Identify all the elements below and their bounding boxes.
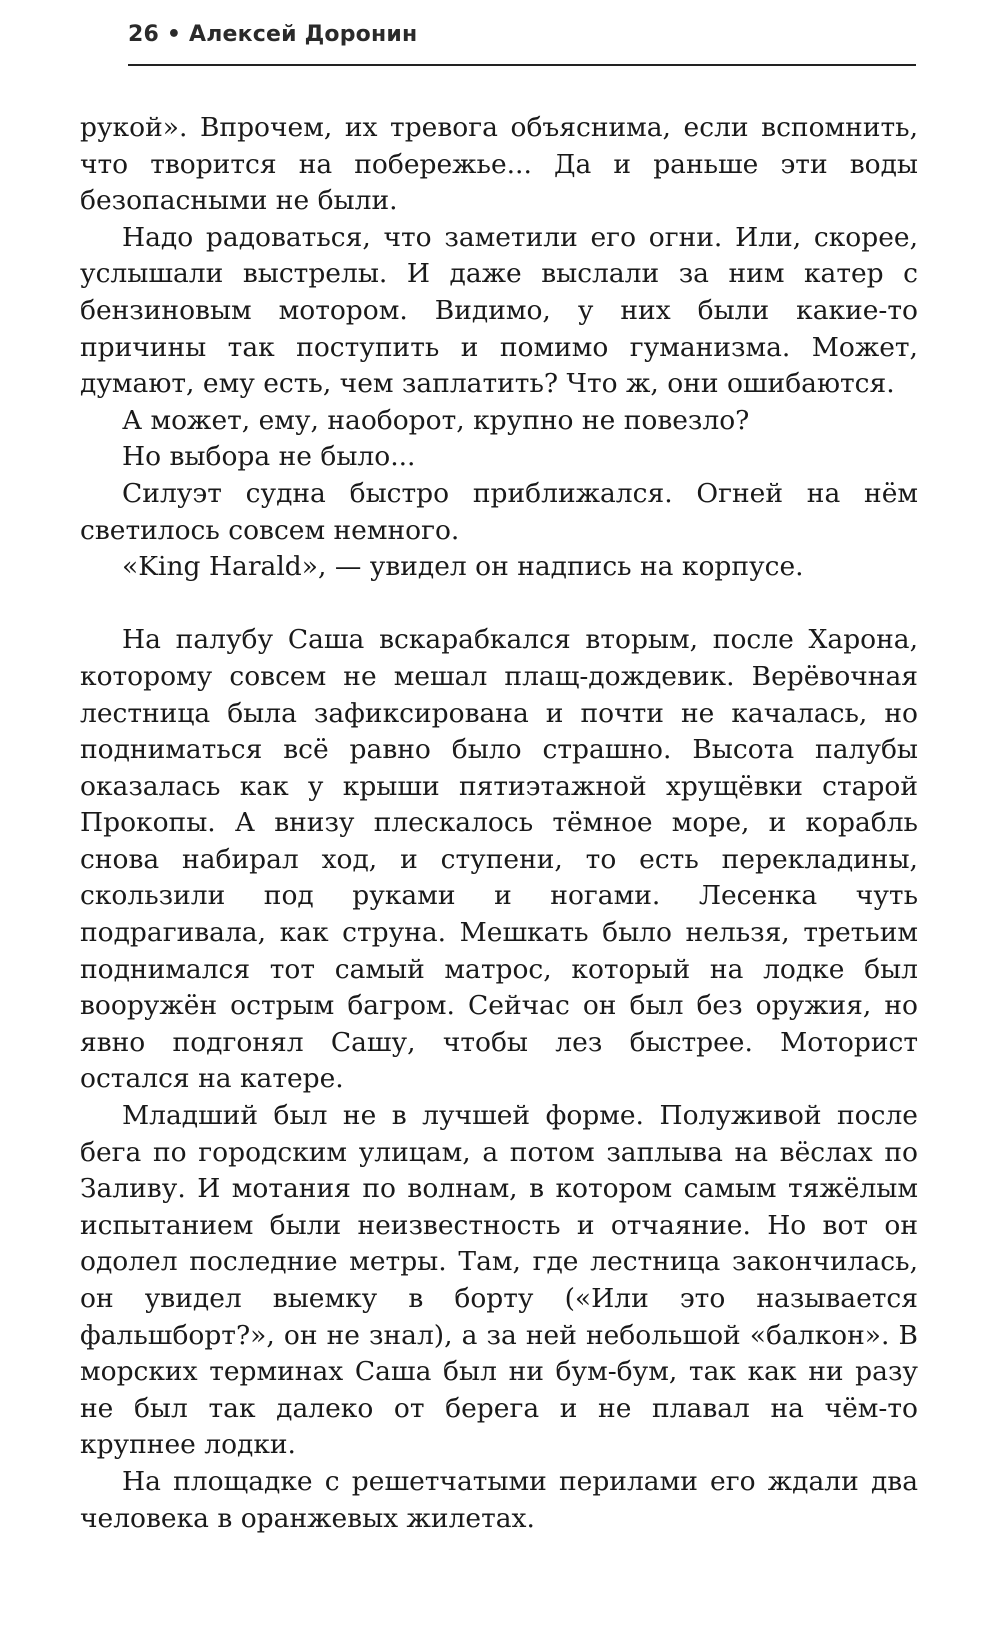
paragraph: «King Harald», — увидел он надпись на корпусе. bbox=[122, 551, 804, 583]
paragraph: На площадке с решетчатыми перилами его ждали два человека в оранжевых жилетах. bbox=[80, 1465, 918, 1534]
paragraph: Силуэт судна быстро приближался. Огней на нём светилось совсем немного. bbox=[80, 477, 918, 546]
paragraph: Младший был не в лучшей форме. Полуживой после бега по городским улицам, а потом заплыва на вёслах по Заливу. И мотания по волнам, в котором самым тяжёлым испытанием были неизвестность и отчаяние. Но вот он одолел последние метры. Там, где лестница закончилась, он увидел выемку в борту («Или это называется фальшборт?», он не знал), а за ней небольшой «балкон». В морских терминах Саша был ни бум-бум, так как ни разу не был так далеко от берега и не плавал на чём-то крупнее лодки. bbox=[80, 1100, 918, 1461]
running-head: 26 • Алексей Доронин bbox=[128, 22, 418, 47]
paragraph: А может, ему, наоборот, крупно не повезло? bbox=[122, 404, 750, 436]
paragraph: Надо радоваться, что заметили его огни. Или, скорее, услышали выстрелы. И даже выслали за ним катер с бензиновым мотором. Видимо, у них были какие-то причины так поступить и помимо гуманизма. Может, думают, ему есть, чем заплатить? Что ж, они ошибаются. bbox=[80, 221, 918, 400]
body-text bbox=[80, 110, 918, 1537]
paragraph: На палубу Саша вскарабкался вторым, после Харона, которому совсем не мешал плащ-дождевик. Верёвочная лестница была зафиксирована и почти не качалась, но подниматься всё равно было страшно. Высота палубы оказалась как у крыши пятиэтажной хрущёвки старой Прокопы. А внизу плескалось тёмное море, и корабль снова набирал ход, и ступени, то есть перекладины, скользили под руками и ногами. Лесенка чуть подрагивала, как струна. Мешкать было нельзя, третьим поднимался тот самый матрос, который на лодке был вооружён острым багром. Сейчас он был без оружия, но явно подгонял Сашу, чтобы лез быстрее. Моторист остался на катере. bbox=[80, 624, 918, 1095]
paragraph: рукой». Впрочем, их тревога объяснима, если вспомнить, что творится на побережье... Да и раньше эти воды безопасными не были. bbox=[80, 112, 918, 217]
paragraph: Но выбора не было... bbox=[122, 441, 416, 473]
header-rule bbox=[128, 64, 916, 66]
